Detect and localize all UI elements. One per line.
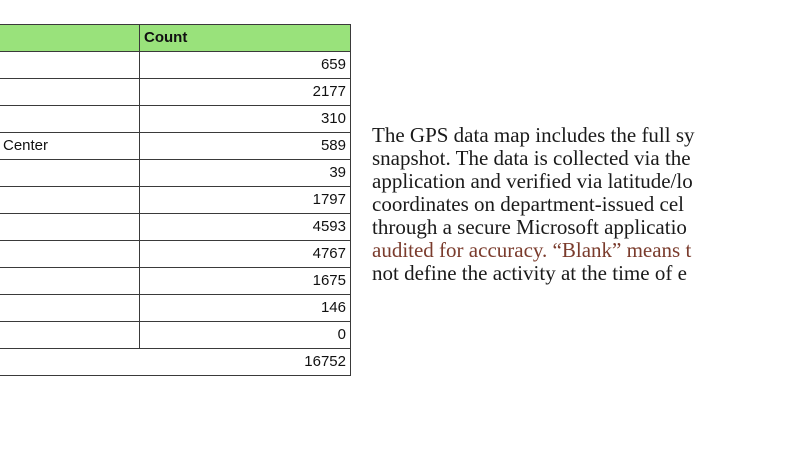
description-line: not define the activity at the time of e bbox=[372, 261, 687, 285]
count-cell: 2177 bbox=[140, 79, 351, 106]
activity-cell bbox=[0, 187, 140, 214]
table-header-row bbox=[0, 25, 351, 52]
description-line: coordinates on department-issued cel bbox=[372, 192, 684, 216]
count-cell: 39 bbox=[140, 160, 351, 187]
activity-cell bbox=[0, 268, 140, 295]
count-table-wrapper bbox=[0, 24, 351, 376]
description-line: application and verified via latitude/lo bbox=[372, 169, 693, 193]
description-line: The GPS data map includes the full sy bbox=[372, 123, 695, 147]
count-cell: 589 bbox=[140, 133, 351, 160]
table-row bbox=[0, 187, 351, 214]
table-row bbox=[0, 295, 351, 322]
description-line: through a secure Microsoft applicatio bbox=[372, 215, 687, 239]
table-row bbox=[0, 133, 351, 160]
count-table bbox=[0, 24, 351, 376]
table-row bbox=[0, 79, 351, 106]
activity-cell bbox=[0, 295, 140, 322]
table-row bbox=[0, 214, 351, 241]
count-header: Count bbox=[140, 25, 351, 52]
activity-cell bbox=[0, 106, 140, 133]
count-cell: 1797 bbox=[140, 187, 351, 214]
count-cell: 659 bbox=[140, 52, 351, 79]
description-line: snapshot. The data is collected via the bbox=[372, 146, 691, 170]
table-row bbox=[0, 106, 351, 133]
count-cell: 310 bbox=[140, 106, 351, 133]
count-cell: 4593 bbox=[140, 214, 351, 241]
gps-description-paragraph bbox=[372, 124, 800, 285]
table-row bbox=[0, 241, 351, 268]
activity-cell bbox=[0, 52, 140, 79]
description-line: audited for accuracy. “Blank” means t bbox=[372, 238, 692, 262]
activity-header bbox=[0, 25, 140, 52]
total-count: 16752 bbox=[140, 349, 351, 376]
table-row bbox=[0, 160, 351, 187]
count-cell: 4767 bbox=[140, 241, 351, 268]
activity-cell bbox=[0, 241, 140, 268]
total-label bbox=[0, 349, 140, 376]
activity-cell: Center bbox=[0, 133, 140, 160]
activity-cell bbox=[0, 214, 140, 241]
activity-cell bbox=[0, 160, 140, 187]
table-row bbox=[0, 322, 351, 349]
table-row bbox=[0, 52, 351, 79]
activity-cell bbox=[0, 322, 140, 349]
count-cell: 146 bbox=[140, 295, 351, 322]
activity-cell bbox=[0, 79, 140, 106]
count-cell: 1675 bbox=[140, 268, 351, 295]
total-row bbox=[0, 349, 351, 376]
count-cell: 0 bbox=[140, 322, 351, 349]
table-row bbox=[0, 268, 351, 295]
